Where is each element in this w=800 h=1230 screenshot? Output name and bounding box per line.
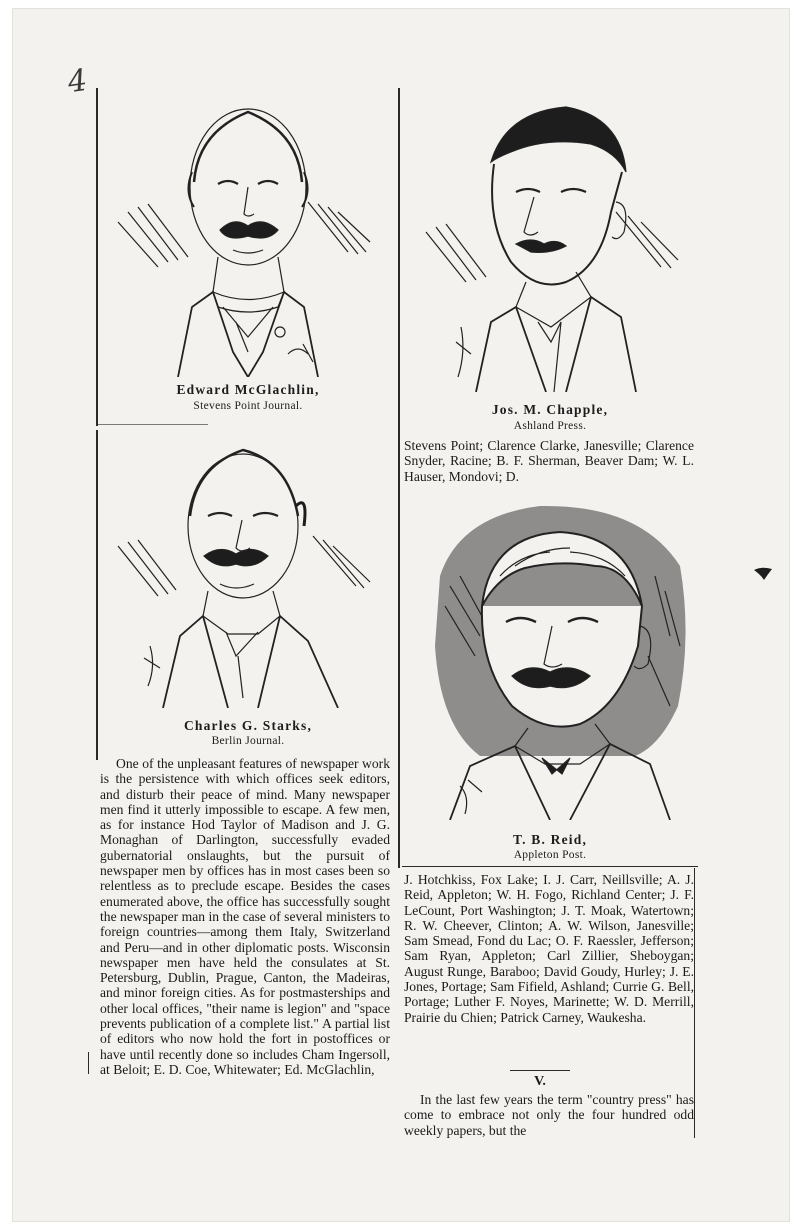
portrait-name: Charles G. Starks, xyxy=(183,718,313,733)
margin-page-number: 4 xyxy=(65,62,90,101)
right-column-edge-rule xyxy=(694,868,695,1138)
ink-blot-mark xyxy=(752,566,774,582)
engraving-bald-man-tie xyxy=(108,436,378,708)
left-lower-column-rule xyxy=(96,430,98,760)
portrait-paper: Ashland Press. xyxy=(513,420,587,432)
separator-rule xyxy=(98,424,208,425)
portrait-jos-chapple xyxy=(416,92,686,392)
left-column-rule xyxy=(96,88,98,426)
article-right-bottom xyxy=(404,1092,694,1138)
engraving-young-man-mustache xyxy=(416,92,686,392)
portrait-paper: Stevens Point Journal. xyxy=(193,400,303,412)
article-right-middle xyxy=(404,872,694,1025)
portrait-paper: Berlin Journal. xyxy=(211,735,285,747)
left-margin-mark xyxy=(88,1052,89,1074)
portrait-paper: Appleton Post. xyxy=(513,849,587,861)
article-paragraph: In the last few years the term "country press" has come to embrace not only the four hundred odd weekly papers, but the xyxy=(404,1092,694,1138)
center-column-rule xyxy=(398,88,400,868)
article-paragraph: One of the unpleasant features of newspaper work is the persistence with which offices seek editors, and disturb their peace of mind. Many newspaper men find it utterly impossible to escape. A few men, as for instance Hod Taylor of Madison and J. G. Monaghan of Darlington, successfully evaded gubernatorial onslaughts, but the pursuit of newspaper men by offices has in most cases been so relentless as to preclude escape. Besides the cases enumerated above, the office has successfully sought the newspaper man in the case of several ministers to foreign countries—among them Italy, Switzerland and Peru—and in other diplomatic posts. Wisconsin newspaper men have held the consulates at St. Petersburg, Dublin, Prague, Canton, the Madeiras, and minor foreign cities. As for postmasterships and other local offices, "their name is legion" and "space prevents publication of a complete list." A partial list of editors who now hold the fort in postoffices or have until recently done so includes Cham Ingersoll, at Beloit; E. D. Coe, Whitewater; Ed. McGlachlin, xyxy=(100,756,390,1077)
portrait-tb-reid xyxy=(420,496,696,820)
section-rule xyxy=(510,1070,570,1071)
portrait-edward-mcglachlin xyxy=(108,92,378,377)
right-column-top-rule xyxy=(402,866,698,867)
portrait-name: T. B. Reid, xyxy=(512,832,588,847)
article-paragraph-continued: J. Hotchkiss, Fox Lake; I. J. Carr, Neillsville; A. J. Reid, Appleton; W. H. Fogo, Richland Center; J. F. LeCount, Port Washington; J. T. Moak, Watertown; R. W. Cheever, Clinton; A. W. Wilson, Janesville; Sam Smead, Fond du Lac; O. F. Raessler, Jefferson; Sam Ryan, Appleton; Carl Zillier, Sheboygan; August Runge, Baraboo; David Goudy, Hurley; J. E. Jones, Portage; Sam Fifield, Ashland; Currie G. Bell, Portage; Luther F. Noyes, Marinette; W. D. Merrill, Prairie du Chien; Patrick Carney, Waukesha. xyxy=(404,872,694,1025)
portrait-charles-starks xyxy=(108,436,378,708)
section-heading: V. xyxy=(534,1074,546,1089)
engraving-bald-man-mustache xyxy=(108,92,378,377)
portrait-name: Edward McGlachlin, xyxy=(176,382,320,397)
portrait-name: Jos. M. Chapple, xyxy=(491,402,609,417)
engraving-man-wavy-hair xyxy=(420,496,696,820)
article-left-column xyxy=(100,756,390,1077)
article-right-top xyxy=(404,438,694,484)
article-paragraph-continued: Stevens Point; Clarence Clarke, Janesville; Clarence Snyder, Racine; B. F. Sherman, Beaver Dam; W. L. Hauser, Mondovi; D. xyxy=(404,438,694,484)
